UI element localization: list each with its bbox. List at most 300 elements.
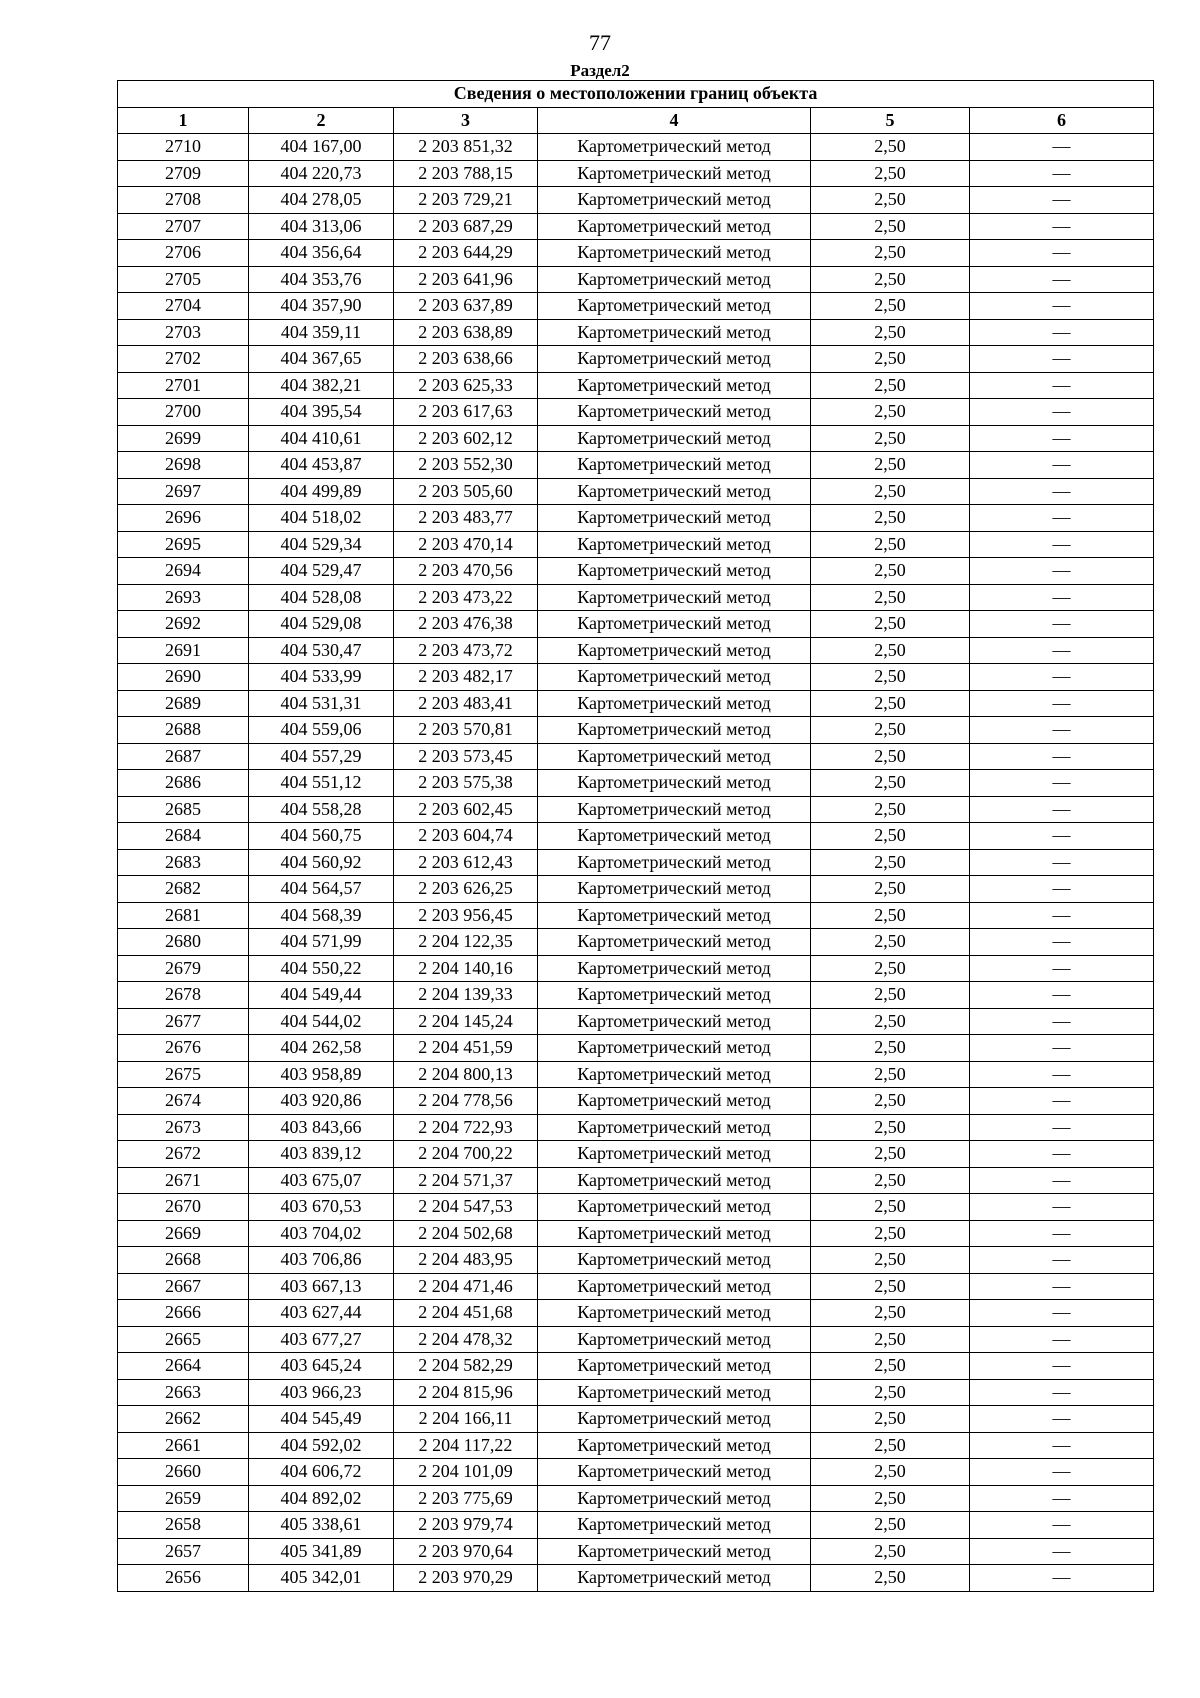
y-coordinate-cell: 2 203 473,72 — [394, 637, 538, 664]
table-row — [118, 319, 1154, 346]
x-coordinate-cell: 404 499,89 — [249, 478, 394, 505]
table-row — [118, 478, 1154, 505]
x-coordinate-cell: 405 342,01 — [249, 1565, 394, 1592]
x-coordinate-cell: 404 544,02 — [249, 1008, 394, 1035]
note-cell: — — [970, 1565, 1154, 1592]
point-number-cell: 2709 — [118, 160, 249, 187]
accuracy-cell: 2,50 — [811, 584, 970, 611]
accuracy-cell: 2,50 — [811, 187, 970, 214]
point-number-cell: 2697 — [118, 478, 249, 505]
accuracy-cell: 2,50 — [811, 770, 970, 797]
y-coordinate-cell: 2 203 979,74 — [394, 1512, 538, 1539]
x-coordinate-cell: 404 395,54 — [249, 399, 394, 426]
table-row — [118, 1565, 1154, 1592]
point-number-cell: 2656 — [118, 1565, 249, 1592]
accuracy-cell: 2,50 — [811, 1485, 970, 1512]
point-number-cell: 2694 — [118, 558, 249, 585]
method-cell: Картометрический метод — [538, 1485, 811, 1512]
method-cell: Картометрический метод — [538, 955, 811, 982]
table-row — [118, 505, 1154, 532]
method-cell: Картометрический метод — [538, 902, 811, 929]
table-row — [118, 293, 1154, 320]
column-header-6: 6 — [970, 107, 1154, 134]
accuracy-cell: 2,50 — [811, 796, 970, 823]
column-header-2: 2 — [249, 107, 394, 134]
y-coordinate-cell: 2 203 575,38 — [394, 770, 538, 797]
y-coordinate-cell: 2 203 573,45 — [394, 743, 538, 770]
column-header-3: 3 — [394, 107, 538, 134]
y-coordinate-cell: 2 203 638,66 — [394, 346, 538, 373]
method-cell: Картометрический метод — [538, 531, 811, 558]
x-coordinate-cell: 403 920,86 — [249, 1088, 394, 1115]
table-row — [118, 584, 1154, 611]
point-number-cell: 2662 — [118, 1406, 249, 1433]
table-row — [118, 770, 1154, 797]
method-cell: Картометрический метод — [538, 1406, 811, 1433]
x-coordinate-cell: 404 545,49 — [249, 1406, 394, 1433]
method-cell: Картометрический метод — [538, 876, 811, 903]
x-coordinate-cell: 404 550,22 — [249, 955, 394, 982]
y-coordinate-cell: 2 203 470,14 — [394, 531, 538, 558]
point-number-cell: 2663 — [118, 1379, 249, 1406]
y-coordinate-cell: 2 204 700,22 — [394, 1141, 538, 1168]
page-number: 77 — [589, 30, 611, 55]
accuracy-cell: 2,50 — [811, 213, 970, 240]
point-number-cell: 2689 — [118, 690, 249, 717]
accuracy-cell: 2,50 — [811, 505, 970, 532]
table-row — [118, 717, 1154, 744]
accuracy-cell: 2,50 — [811, 1353, 970, 1380]
method-cell: Картометрический метод — [538, 1088, 811, 1115]
note-cell: — — [970, 425, 1154, 452]
x-coordinate-cell: 404 518,02 — [249, 505, 394, 532]
note-cell: — — [970, 1247, 1154, 1274]
point-number-cell: 2695 — [118, 531, 249, 558]
point-number-cell: 2658 — [118, 1512, 249, 1539]
table-row — [118, 1485, 1154, 1512]
table-row — [118, 823, 1154, 850]
method-cell: Картометрический метод — [538, 240, 811, 267]
method-cell: Картометрический метод — [538, 293, 811, 320]
point-number-cell: 2675 — [118, 1061, 249, 1088]
x-coordinate-cell: 404 278,05 — [249, 187, 394, 214]
y-coordinate-cell: 2 203 476,38 — [394, 611, 538, 638]
y-coordinate-cell: 2 203 638,89 — [394, 319, 538, 346]
method-cell: Картометрический метод — [538, 1538, 811, 1565]
accuracy-cell: 2,50 — [811, 1035, 970, 1062]
y-coordinate-cell: 2 204 571,37 — [394, 1167, 538, 1194]
y-coordinate-cell: 2 203 483,77 — [394, 505, 538, 532]
x-coordinate-cell: 403 645,24 — [249, 1353, 394, 1380]
note-cell: — — [970, 1061, 1154, 1088]
y-coordinate-cell: 2 204 778,56 — [394, 1088, 538, 1115]
table-row — [118, 849, 1154, 876]
accuracy-cell: 2,50 — [811, 955, 970, 982]
x-coordinate-cell: 403 667,13 — [249, 1273, 394, 1300]
accuracy-cell: 2,50 — [811, 399, 970, 426]
accuracy-cell: 2,50 — [811, 160, 970, 187]
note-cell: — — [970, 1141, 1154, 1168]
table-row — [118, 955, 1154, 982]
point-number-cell: 2707 — [118, 213, 249, 240]
x-coordinate-cell: 404 557,29 — [249, 743, 394, 770]
y-coordinate-cell: 2 203 775,69 — [394, 1485, 538, 1512]
note-cell: — — [970, 240, 1154, 267]
method-cell: Картометрический метод — [538, 1379, 811, 1406]
point-number-cell: 2684 — [118, 823, 249, 850]
y-coordinate-cell: 2 204 483,95 — [394, 1247, 538, 1274]
note-cell: — — [970, 399, 1154, 426]
x-coordinate-cell: 403 677,27 — [249, 1326, 394, 1353]
note-cell: — — [970, 1035, 1154, 1062]
x-coordinate-cell: 404 551,12 — [249, 770, 394, 797]
method-cell: Картометрический метод — [538, 1035, 811, 1062]
accuracy-cell: 2,50 — [811, 1088, 970, 1115]
note-cell: — — [970, 293, 1154, 320]
method-cell: Картометрический метод — [538, 823, 811, 850]
note-cell: — — [970, 1167, 1154, 1194]
x-coordinate-cell: 404 382,21 — [249, 372, 394, 399]
x-coordinate-cell: 404 531,31 — [249, 690, 394, 717]
point-number-cell: 2700 — [118, 399, 249, 426]
note-cell: — — [970, 452, 1154, 479]
x-coordinate-cell: 404 606,72 — [249, 1459, 394, 1486]
note-cell: — — [970, 213, 1154, 240]
accuracy-cell: 2,50 — [811, 1512, 970, 1539]
note-cell: — — [970, 1220, 1154, 1247]
x-coordinate-cell: 404 564,57 — [249, 876, 394, 903]
table-row — [118, 876, 1154, 903]
method-cell: Картометрический метод — [538, 558, 811, 585]
method-cell: Картометрический метод — [538, 1300, 811, 1327]
point-number-cell: 2660 — [118, 1459, 249, 1486]
y-coordinate-cell: 2 204 800,13 — [394, 1061, 538, 1088]
point-number-cell: 2683 — [118, 849, 249, 876]
accuracy-cell: 2,50 — [811, 372, 970, 399]
y-coordinate-cell: 2 203 617,63 — [394, 399, 538, 426]
note-cell: — — [970, 929, 1154, 956]
x-coordinate-cell: 404 592,02 — [249, 1432, 394, 1459]
y-coordinate-cell: 2 204 451,68 — [394, 1300, 538, 1327]
method-cell: Картометрический метод — [538, 584, 811, 611]
y-coordinate-cell: 2 203 956,45 — [394, 902, 538, 929]
method-cell: Картометрический метод — [538, 1220, 811, 1247]
x-coordinate-cell: 404 571,99 — [249, 929, 394, 956]
accuracy-cell: 2,50 — [811, 1247, 970, 1274]
note-cell: — — [970, 266, 1154, 293]
y-coordinate-cell: 2 204 815,96 — [394, 1379, 538, 1406]
accuracy-cell: 2,50 — [811, 293, 970, 320]
method-cell: Картометрический метод — [538, 452, 811, 479]
note-cell: — — [970, 478, 1154, 505]
note-cell: — — [970, 1273, 1154, 1300]
y-coordinate-cell: 2 204 140,16 — [394, 955, 538, 982]
accuracy-cell: 2,50 — [811, 849, 970, 876]
x-coordinate-cell: 404 353,76 — [249, 266, 394, 293]
x-coordinate-cell: 404 533,99 — [249, 664, 394, 691]
note-cell: — — [970, 664, 1154, 691]
method-cell: Картометрический метод — [538, 266, 811, 293]
y-coordinate-cell: 2 204 502,68 — [394, 1220, 538, 1247]
table-body — [118, 134, 1154, 1592]
note-cell: — — [970, 611, 1154, 638]
method-cell: Картометрический метод — [538, 1326, 811, 1353]
method-cell: Картометрический метод — [538, 425, 811, 452]
table-row — [118, 213, 1154, 240]
table-row — [118, 531, 1154, 558]
method-cell: Картометрический метод — [538, 1512, 811, 1539]
point-number-cell: 2691 — [118, 637, 249, 664]
table-row — [118, 1220, 1154, 1247]
y-coordinate-cell: 2 203 602,45 — [394, 796, 538, 823]
accuracy-cell: 2,50 — [811, 902, 970, 929]
note-cell: — — [970, 319, 1154, 346]
accuracy-cell: 2,50 — [811, 1326, 970, 1353]
table-row — [118, 1167, 1154, 1194]
note-cell: — — [970, 1406, 1154, 1433]
note-cell: — — [970, 796, 1154, 823]
accuracy-cell: 2,50 — [811, 823, 970, 850]
x-coordinate-cell: 404 262,58 — [249, 1035, 394, 1062]
point-number-cell: 2703 — [118, 319, 249, 346]
note-cell: — — [970, 1459, 1154, 1486]
method-cell: Картометрический метод — [538, 399, 811, 426]
point-number-cell: 2698 — [118, 452, 249, 479]
x-coordinate-cell: 405 341,89 — [249, 1538, 394, 1565]
y-coordinate-cell: 2 204 117,22 — [394, 1432, 538, 1459]
method-cell: Картометрический метод — [538, 664, 811, 691]
x-coordinate-cell: 404 530,47 — [249, 637, 394, 664]
method-cell: Картометрический метод — [538, 478, 811, 505]
note-cell: — — [970, 134, 1154, 161]
method-cell: Картометрический метод — [538, 346, 811, 373]
point-number-cell: 2685 — [118, 796, 249, 823]
y-coordinate-cell: 2 203 729,21 — [394, 187, 538, 214]
table-row — [118, 1459, 1154, 1486]
table-row — [118, 1088, 1154, 1115]
table-row — [118, 1432, 1154, 1459]
method-cell: Картометрический метод — [538, 134, 811, 161]
table-row — [118, 902, 1154, 929]
y-coordinate-cell: 2 203 625,33 — [394, 372, 538, 399]
note-cell: — — [970, 1538, 1154, 1565]
accuracy-cell: 2,50 — [811, 929, 970, 956]
x-coordinate-cell: 404 367,65 — [249, 346, 394, 373]
note-cell: — — [970, 823, 1154, 850]
accuracy-cell: 2,50 — [811, 1008, 970, 1035]
x-coordinate-cell: 404 220,73 — [249, 160, 394, 187]
y-coordinate-cell: 2 204 122,35 — [394, 929, 538, 956]
note-cell: — — [970, 1379, 1154, 1406]
table-row — [118, 452, 1154, 479]
note-cell: — — [970, 902, 1154, 929]
y-coordinate-cell: 2 204 478,32 — [394, 1326, 538, 1353]
point-number-cell: 2665 — [118, 1326, 249, 1353]
note-cell: — — [970, 346, 1154, 373]
method-cell: Картометрический метод — [538, 1008, 811, 1035]
point-number-cell: 2667 — [118, 1273, 249, 1300]
x-coordinate-cell: 403 839,12 — [249, 1141, 394, 1168]
point-number-cell: 2681 — [118, 902, 249, 929]
table-row — [118, 1406, 1154, 1433]
point-number-cell: 2680 — [118, 929, 249, 956]
table-row — [118, 1061, 1154, 1088]
accuracy-cell: 2,50 — [811, 1406, 970, 1433]
accuracy-cell: 2,50 — [811, 664, 970, 691]
note-cell: — — [970, 1326, 1154, 1353]
point-number-cell: 2679 — [118, 955, 249, 982]
method-cell: Картометрический метод — [538, 1061, 811, 1088]
method-cell: Картометрический метод — [538, 1432, 811, 1459]
method-cell: Картометрический метод — [538, 1565, 811, 1592]
x-coordinate-cell: 404 453,87 — [249, 452, 394, 479]
point-number-cell: 2673 — [118, 1114, 249, 1141]
note-cell: — — [970, 743, 1154, 770]
table-row — [118, 1035, 1154, 1062]
y-coordinate-cell: 2 204 722,93 — [394, 1114, 538, 1141]
y-coordinate-cell: 2 203 970,29 — [394, 1565, 538, 1592]
y-coordinate-cell: 2 204 145,24 — [394, 1008, 538, 1035]
method-cell: Картометрический метод — [538, 929, 811, 956]
table-row — [118, 1538, 1154, 1565]
point-number-cell: 2690 — [118, 664, 249, 691]
accuracy-cell: 2,50 — [811, 531, 970, 558]
y-coordinate-cell: 2 203 644,29 — [394, 240, 538, 267]
note-cell: — — [970, 1008, 1154, 1035]
table-row — [118, 187, 1154, 214]
accuracy-cell: 2,50 — [811, 1379, 970, 1406]
note-cell: — — [970, 982, 1154, 1009]
note-cell: — — [970, 531, 1154, 558]
accuracy-cell: 2,50 — [811, 266, 970, 293]
table-row — [118, 1300, 1154, 1327]
method-cell: Картометрический метод — [538, 1273, 811, 1300]
point-number-cell: 2702 — [118, 346, 249, 373]
x-coordinate-cell: 403 670,53 — [249, 1194, 394, 1221]
method-cell: Картометрический метод — [538, 1114, 811, 1141]
method-cell: Картометрический метод — [538, 319, 811, 346]
x-coordinate-cell: 404 560,75 — [249, 823, 394, 850]
point-number-cell: 2664 — [118, 1353, 249, 1380]
note-cell: — — [970, 1088, 1154, 1115]
y-coordinate-cell: 2 203 602,12 — [394, 425, 538, 452]
point-number-cell: 2692 — [118, 611, 249, 638]
y-coordinate-cell: 2 204 101,09 — [394, 1459, 538, 1486]
accuracy-cell: 2,50 — [811, 240, 970, 267]
table-row — [118, 1141, 1154, 1168]
point-number-cell: 2670 — [118, 1194, 249, 1221]
method-cell: Картометрический метод — [538, 505, 811, 532]
accuracy-cell: 2,50 — [811, 743, 970, 770]
point-number-cell: 2708 — [118, 187, 249, 214]
accuracy-cell: 2,50 — [811, 346, 970, 373]
y-coordinate-cell: 2 203 470,56 — [394, 558, 538, 585]
point-number-cell: 2657 — [118, 1538, 249, 1565]
accuracy-cell: 2,50 — [811, 1565, 970, 1592]
accuracy-cell: 2,50 — [811, 134, 970, 161]
table-row — [118, 637, 1154, 664]
table-row — [118, 611, 1154, 638]
x-coordinate-cell: 404 410,61 — [249, 425, 394, 452]
method-cell: Картометрический метод — [538, 1167, 811, 1194]
table-row — [118, 1114, 1154, 1141]
note-cell: — — [970, 876, 1154, 903]
note-cell: — — [970, 717, 1154, 744]
x-coordinate-cell: 403 627,44 — [249, 1300, 394, 1327]
y-coordinate-cell: 2 204 139,33 — [394, 982, 538, 1009]
point-number-cell: 2686 — [118, 770, 249, 797]
accuracy-cell: 2,50 — [811, 982, 970, 1009]
column-header-1: 1 — [118, 107, 249, 134]
y-coordinate-cell: 2 203 604,74 — [394, 823, 538, 850]
x-coordinate-cell: 403 958,89 — [249, 1061, 394, 1088]
x-coordinate-cell: 403 704,02 — [249, 1220, 394, 1247]
x-coordinate-cell: 404 529,34 — [249, 531, 394, 558]
column-header-row — [118, 107, 1154, 134]
x-coordinate-cell: 404 356,64 — [249, 240, 394, 267]
method-cell: Картометрический метод — [538, 611, 811, 638]
accuracy-cell: 2,50 — [811, 1114, 970, 1141]
method-cell: Картометрический метод — [538, 743, 811, 770]
accuracy-cell: 2,50 — [811, 1141, 970, 1168]
x-coordinate-cell: 404 357,90 — [249, 293, 394, 320]
table-row — [118, 1326, 1154, 1353]
y-coordinate-cell: 2 204 471,46 — [394, 1273, 538, 1300]
point-number-cell: 2696 — [118, 505, 249, 532]
method-cell: Картометрический метод — [538, 1353, 811, 1380]
y-coordinate-cell: 2 203 970,64 — [394, 1538, 538, 1565]
point-number-cell: 2678 — [118, 982, 249, 1009]
method-cell: Картометрический метод — [538, 796, 811, 823]
point-number-cell: 2669 — [118, 1220, 249, 1247]
y-coordinate-cell: 2 203 570,81 — [394, 717, 538, 744]
note-cell: — — [970, 1300, 1154, 1327]
method-cell: Картометрический метод — [538, 982, 811, 1009]
accuracy-cell: 2,50 — [811, 1459, 970, 1486]
point-number-cell: 2666 — [118, 1300, 249, 1327]
table-title: Сведения о местоположении границ объекта — [118, 81, 1154, 108]
x-coordinate-cell: 404 549,44 — [249, 982, 394, 1009]
note-cell: — — [970, 187, 1154, 214]
point-number-cell: 2704 — [118, 293, 249, 320]
point-number-cell: 2687 — [118, 743, 249, 770]
method-cell: Картометрический метод — [538, 637, 811, 664]
y-coordinate-cell: 2 203 641,96 — [394, 266, 538, 293]
note-cell: — — [970, 770, 1154, 797]
boundary-table — [117, 80, 1154, 1592]
point-number-cell: 2688 — [118, 717, 249, 744]
column-header-5: 5 — [811, 107, 970, 134]
accuracy-cell: 2,50 — [811, 611, 970, 638]
accuracy-cell: 2,50 — [811, 637, 970, 664]
note-cell: — — [970, 1114, 1154, 1141]
note-cell: — — [970, 160, 1154, 187]
method-cell: Картометрический метод — [538, 160, 811, 187]
x-coordinate-cell: 403 675,07 — [249, 1167, 394, 1194]
point-number-cell: 2706 — [118, 240, 249, 267]
table-row — [118, 346, 1154, 373]
point-number-cell: 2674 — [118, 1088, 249, 1115]
table-row — [118, 134, 1154, 161]
note-cell: — — [970, 558, 1154, 585]
y-coordinate-cell: 2 203 612,43 — [394, 849, 538, 876]
y-coordinate-cell: 2 203 788,15 — [394, 160, 538, 187]
y-coordinate-cell: 2 203 505,60 — [394, 478, 538, 505]
y-coordinate-cell: 2 204 166,11 — [394, 1406, 538, 1433]
point-number-cell: 2668 — [118, 1247, 249, 1274]
x-coordinate-cell: 403 706,86 — [249, 1247, 394, 1274]
method-cell: Картометрический метод — [538, 717, 811, 744]
